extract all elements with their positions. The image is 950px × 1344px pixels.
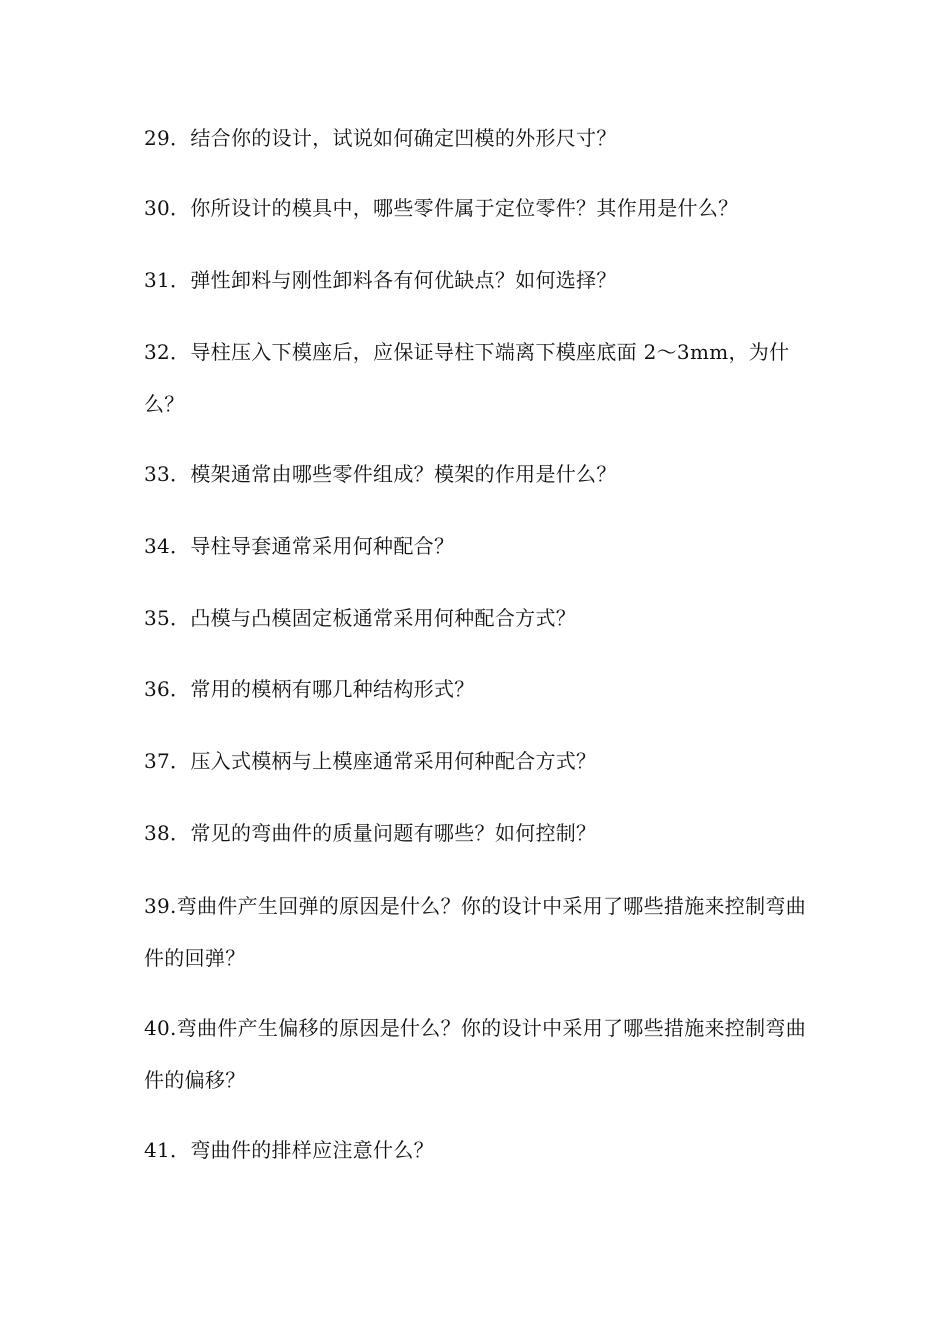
- question-36: 36．常用的模柄有哪几种结构形式？: [144, 677, 475, 701]
- question-34: 34．导柱导套通常采用何种配合？: [144, 534, 455, 558]
- question-40: 40.弯曲件产生偏移的原因是什么？你的设计中采用了哪些措施来控制弯曲件的偏移？: [144, 1016, 807, 1092]
- question-35: 35．凸模与凸模固定板通常采用何种配合方式？: [144, 606, 577, 630]
- question-29: 29．结合你的设计，试说如何确定凹模的外形尺寸？: [144, 126, 617, 150]
- question-32: 32．导柱压入下模座后，应保证导柱下端离下模座底面 2～3mm，为什么？: [144, 340, 790, 416]
- question-33: 33．模架通常由哪些零件组成？模架的作用是什么？: [144, 462, 617, 486]
- question-30: 30．你所设计的模具中，哪些零件属于定位零件？其作用是什么？: [144, 196, 739, 220]
- question-41: 41．弯曲件的排样应注意什么？: [144, 1138, 434, 1162]
- question-38: 38．常见的弯曲件的质量问题有哪些？如何控制？: [144, 821, 597, 845]
- question-39: 39.弯曲件产生回弹的原因是什么？你的设计中采用了哪些措施来控制弯曲件的回弹？: [144, 894, 807, 970]
- question-31: 31．弹性卸料与刚性卸料各有何优缺点？如何选择？: [144, 268, 617, 292]
- question-37: 37．压入式模柄与上模座通常采用何种配合方式？: [144, 749, 597, 773]
